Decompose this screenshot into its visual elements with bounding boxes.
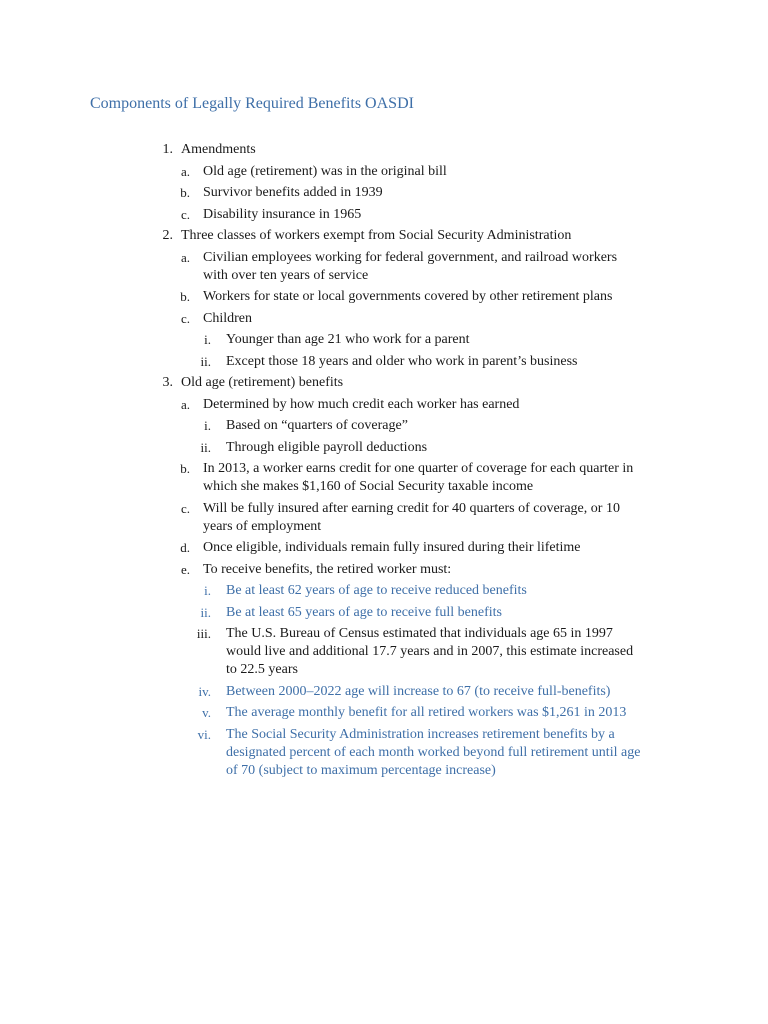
item-text: Old age (retirement) was in the original bill xyxy=(203,163,447,179)
item-text: Survivor benefits added in 1939 xyxy=(203,185,383,200)
list-item xyxy=(0,374,768,396)
list-item xyxy=(0,417,768,439)
item-text: Be at least 65 years of age to receive full benefits xyxy=(226,604,502,620)
list-item xyxy=(0,500,768,540)
list-item xyxy=(0,227,768,249)
list-item xyxy=(0,704,768,726)
item-text: Old age (retirement) benefits xyxy=(181,375,344,390)
item-text xyxy=(226,625,768,679)
item-text: Through eligible payroll deductions xyxy=(226,439,428,455)
list-item xyxy=(0,625,768,683)
item-number: iii. xyxy=(196,626,211,641)
list-item xyxy=(0,331,768,353)
item-number: ii. xyxy=(200,604,211,620)
item-text: Younger than age 21 who work for a parent xyxy=(226,332,470,347)
list-item xyxy=(0,184,768,206)
item-text-line: Will be fully insured after earning credit for 40 quarters of coverage, or 10 xyxy=(203,500,620,516)
outline-list xyxy=(0,141,768,783)
item-text: Based on “quarters of coverage” xyxy=(226,418,408,433)
item-text: Children xyxy=(203,310,252,326)
list-item xyxy=(0,460,768,500)
item-text: The average monthly benefit for all retired workers was $1,261 in 2013 xyxy=(226,705,627,720)
list-item xyxy=(0,310,768,332)
item-text-line: The Social Security Administration increases retirement benefits by a xyxy=(226,726,615,742)
item-text-line: which she makes $1,160 of Social Security taxable income xyxy=(203,479,534,494)
item-number: a. xyxy=(180,249,190,265)
item-number: vi. xyxy=(197,726,211,742)
list-item xyxy=(0,439,768,461)
item-text-line: would live and additional 17.7 years and in 2007, this estimate increased xyxy=(226,644,634,659)
list-item xyxy=(0,249,768,289)
item-text: Between 2000–2022 age will increase to 67 (to receive full-benefits) xyxy=(226,683,611,699)
list-item xyxy=(0,604,768,626)
item-text xyxy=(203,500,768,536)
item-text xyxy=(203,460,768,496)
document-title: Components of Legally Required Benefits OASDI xyxy=(90,95,414,112)
item-text xyxy=(226,726,768,780)
list-item xyxy=(0,141,768,163)
list-item xyxy=(0,539,768,561)
item-text: Determined by how much credit each worker has earned xyxy=(203,396,520,412)
list-item xyxy=(0,206,768,228)
item-text-line: Civilian employees working for federal government, and railroad workers xyxy=(203,249,618,265)
item-number: b. xyxy=(180,289,190,304)
item-text: Disability insurance in 1965 xyxy=(203,206,362,222)
item-text: Amendments xyxy=(181,142,256,157)
item-text: Workers for state or local governments covered by other retirement plans xyxy=(203,289,613,304)
item-number: i. xyxy=(204,583,211,598)
item-text-line: designated percent of each month worked beyond full retirement until age xyxy=(226,744,641,760)
item-number: ii. xyxy=(200,353,211,369)
list-item xyxy=(0,561,768,583)
item-number: 2. xyxy=(162,228,173,243)
item-number: d. xyxy=(180,540,190,555)
item-number: c. xyxy=(180,206,190,222)
item-number: i. xyxy=(204,332,211,347)
item-text: Three classes of workers exempt from Social Security Administration xyxy=(181,228,572,243)
item-number: b. xyxy=(180,185,190,200)
list-item xyxy=(0,353,768,375)
item-number: 3. xyxy=(162,375,173,390)
item-number: ii. xyxy=(200,439,211,455)
list-item xyxy=(0,396,768,418)
item-number: e. xyxy=(180,561,190,577)
item-text: To receive benefits, the retired worker must: xyxy=(203,561,452,577)
list-item xyxy=(0,683,768,705)
item-number: c. xyxy=(180,500,190,516)
item-number: i. xyxy=(204,418,211,433)
item-text: Once eligible, individuals remain fully insured during their lifetime xyxy=(203,540,581,555)
list-item xyxy=(0,163,768,185)
item-text-line: In 2013, a worker earns credit for one quarter of coverage for each quarter in xyxy=(203,461,634,476)
item-number: c. xyxy=(180,310,190,326)
item-text-line: The U.S. Bureau of Census estimated that individuals age 65 in 1997 xyxy=(226,626,613,641)
item-text xyxy=(203,249,768,285)
item-number: 1. xyxy=(162,142,173,157)
item-text: Except those 18 years and older who work in parent’s business xyxy=(226,353,578,369)
item-text-line: years of employment xyxy=(203,518,322,534)
item-number: iv. xyxy=(198,683,211,699)
item-text-line: to 22.5 years xyxy=(226,662,298,677)
item-number: a. xyxy=(180,396,190,412)
item-number: a. xyxy=(180,163,190,179)
item-number: v. xyxy=(202,705,211,720)
list-item xyxy=(0,726,768,784)
item-text-line: of 70 (subject to maximum percentage increase) xyxy=(226,762,496,778)
list-item xyxy=(0,288,768,310)
item-text: Be at least 62 years of age to receive reduced benefits xyxy=(226,583,527,598)
list-item xyxy=(0,582,768,604)
item-text-line: with over ten years of service xyxy=(203,267,369,283)
item-number: b. xyxy=(180,461,190,476)
